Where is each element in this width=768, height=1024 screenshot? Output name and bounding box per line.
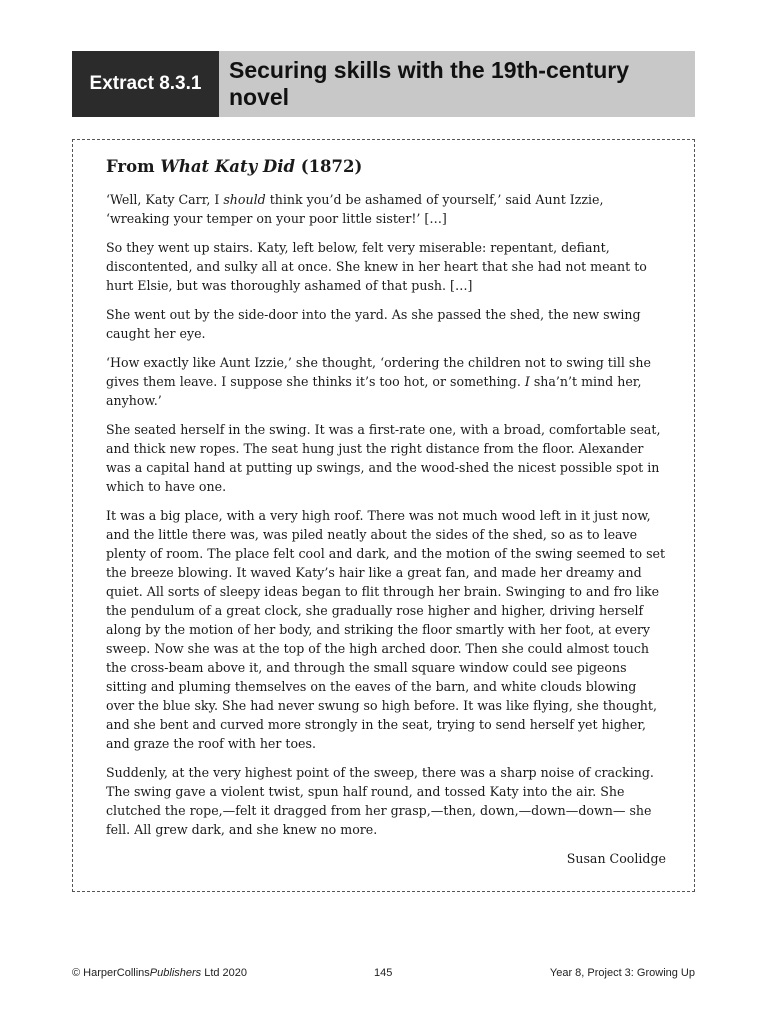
extract-paragraph [106, 506, 666, 753]
page-number: 145 [374, 967, 393, 979]
source-title-prefix: From [106, 157, 161, 176]
page-title: Securing skills with the 19th-century novel [219, 51, 695, 117]
footer-project: Year 8, Project 3: Growing Up [549, 967, 695, 979]
extract-paragraph [106, 305, 666, 343]
footer-copyright [72, 967, 247, 979]
author-name: Susan Coolidge [566, 851, 666, 866]
extract-header [72, 51, 695, 117]
paragraph-text: It was a big place, with a very high roof. There was not much wood left in it just now, and the little there was, was piled neatly about the sides of the shed, so as to leave plenty of room. The place felt cool and dark, and the motion of the swing seemed to set the breeze blowing. It waved Katy’s hair like a great fan, and made her dreamy and quiet. All sorts of sleepy ideas began to flit through her brain. Swinging to and fro like the pendulum of a great clock, she gradually rose higher and higher, driving herself along by the motion of her body, and striking the floor smartly with her foot, at every sweep. Now she was at the top of the high arched door. Then she could almost touch the cross-beam above it, and through the small square window could see pigeons sitting and pluming themselves on the eaves of the barn, and white clouds blowing over the blue sky. She had never swung so high before. It was like flying, she thought, and she bent and curved more strongly in the seat, trying to send herself yet higher, and graze the roof with her toes. [106, 508, 666, 751]
paragraph-text: She went out by the side-door into the yard. As she passed the shed, the new swing caught her eye. [106, 307, 641, 341]
extract-paragraph [106, 420, 666, 496]
paragraph-text: think you’d be ashamed of yourself,’ said Aunt Izzie, ‘wreaking your temper on your poor little sister!’ […] [106, 192, 604, 226]
extract-label: Extract 8.3.1 [72, 51, 219, 117]
paragraph-emphasis: should [223, 192, 266, 207]
extract-paragraph [106, 353, 666, 410]
paragraph-text: sha’n’t mind her, anyhow.’ [106, 374, 642, 408]
extract-box [72, 139, 695, 892]
copyright-suffix: Ltd 2020 [201, 967, 248, 979]
extract-paragraphs [106, 190, 666, 839]
copyright-italic: Publishers [149, 967, 202, 979]
source-title [106, 157, 666, 176]
paragraph-text: So they went up stairs. Katy, left below, felt very miserable: repentant, defiant, discontented, and sulky all at once. She knew in her heart that she had not meant to hurt Elsie, but was thoroughly ashamed of that push. […] [106, 240, 647, 293]
paragraph-text: She seated herself in the swing. It was a first-rate one, with a broad, comfortable seat, and thick new ropes. The seat hung just the right distance from the floor. Alexander was a capital hand at putting up swings, and the wood-shed the nicest possible spot in which to have one. [106, 422, 661, 494]
extract-paragraph [106, 763, 666, 839]
paragraph-text: ‘How exactly like Aunt Izzie,’ she thought, ‘ordering the children not to swing till she gives them leave. I suppose she thinks it’s too hot, or something. [106, 355, 651, 389]
extract-content [106, 157, 666, 866]
paragraph-text: ‘Well, Katy Carr, I [106, 192, 224, 207]
source-work-title: What Katy Did [160, 157, 296, 176]
source-year: (1872) [295, 157, 363, 176]
extract-paragraph [106, 238, 666, 295]
copyright-prefix: © HarperCollins [72, 967, 150, 979]
extract-paragraph [106, 190, 666, 228]
paragraph-text: Suddenly, at the very highest point of the sweep, there was a sharp noise of cracking. The swing gave a violent twist, spun half round, and tossed Katy into the air. She clutched the rope,—felt it dragged from her grasp,—then, down,—down—down— she fell. All grew dark, and she knew no more. [106, 765, 654, 837]
paragraph-emphasis: I [524, 374, 530, 389]
page-footer [72, 967, 695, 983]
